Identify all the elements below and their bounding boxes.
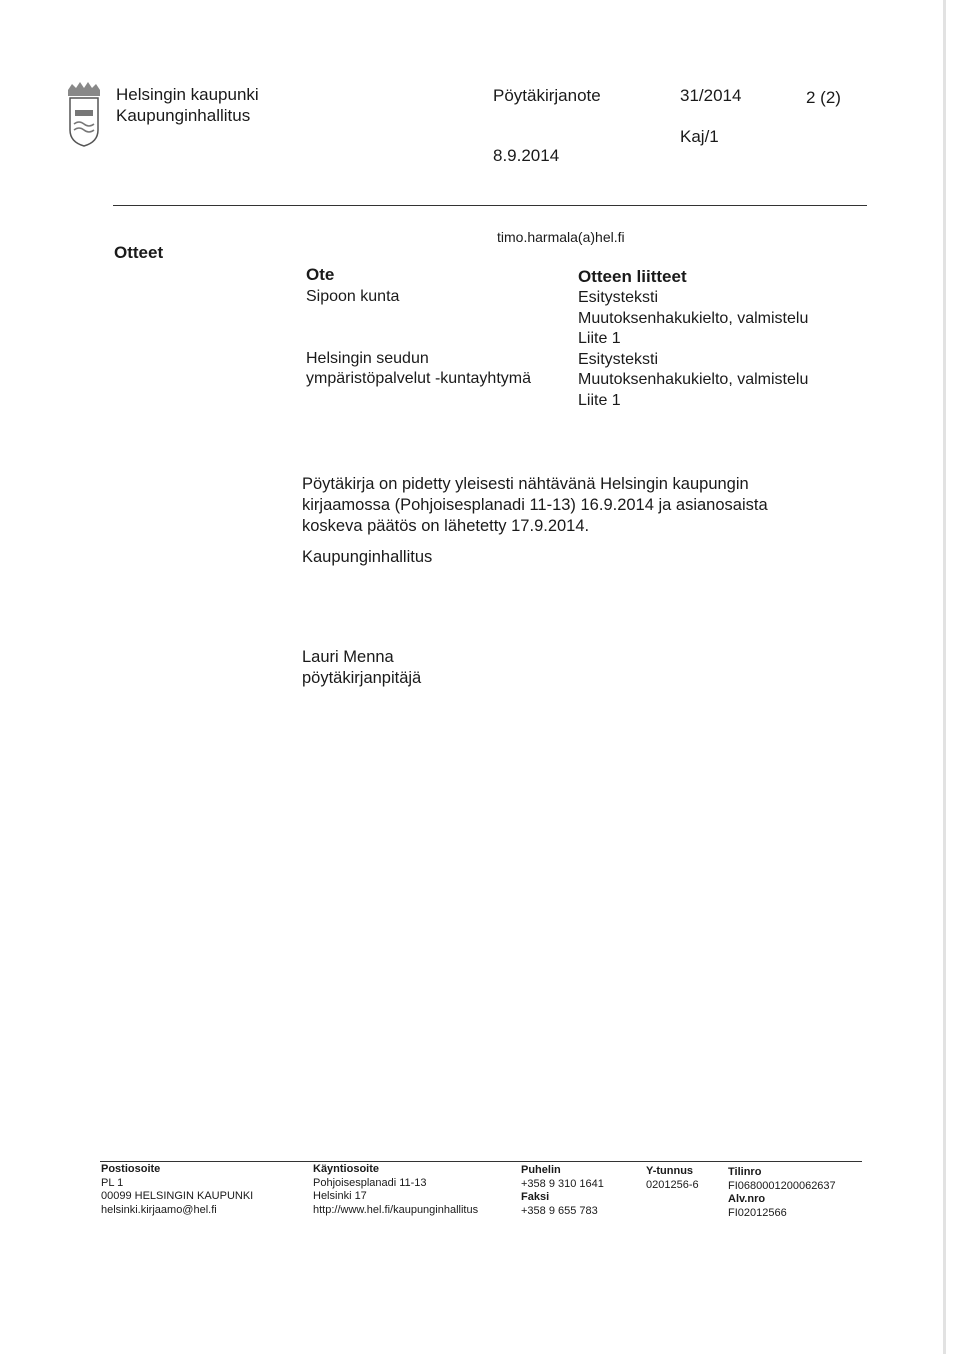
footer-line: Helsinki 17	[313, 1190, 367, 1202]
recipient-line	[306, 308, 531, 329]
notice-paragraph	[302, 474, 768, 537]
footer-heading: Puhelin	[521, 1164, 561, 1176]
footer-line: +358 9 655 783	[521, 1204, 598, 1217]
attachments-list	[578, 288, 808, 411]
recipient-line: Helsingin seudun	[306, 349, 429, 367]
attachments-heading: Otteen liitteet	[578, 267, 687, 286]
footer-heading: Alv.nro	[728, 1193, 766, 1205]
recipient-line	[306, 328, 531, 349]
footer-heading: Käyntiosoite	[313, 1163, 380, 1175]
helsinki-crest-icon	[62, 80, 104, 148]
paragraph-line: Pöytäkirja on pidetty yleisesti nähtävänä Helsingin kaupungin	[302, 475, 749, 493]
recipients-heading: Ote	[306, 265, 335, 284]
paragraph-line: kirjaamossa (Pohjoisesplanadi 11-13) 16.9.2014 ja asianosaista	[302, 496, 768, 514]
footer-line: http://www.hel.fi/kaupunginhallitus	[313, 1203, 479, 1216]
doc-date: 8.9.2014	[493, 146, 560, 165]
signer-title: pöytäkirjanpitäjä	[302, 669, 422, 687]
footer-line: FI02012566	[728, 1206, 787, 1219]
attachment-line: Muutoksenhakukielto, valmistelu	[578, 371, 809, 388]
attachment-line: Esitysteksti	[578, 350, 659, 368]
footer-line: helsinki.kirjaamo@hel.fi	[101, 1203, 217, 1216]
footer-heading: Y-tunnus	[646, 1165, 694, 1177]
recipient-line: ympäristöpalvelut -kuntayhtymä	[306, 370, 531, 387]
signature-block	[302, 647, 421, 689]
footer-account	[728, 1166, 836, 1220]
attachment-line: Muutoksenhakukielto, valmistelu	[578, 309, 809, 327]
footer-phone	[521, 1164, 604, 1218]
footer-heading: Postiosoite	[101, 1163, 161, 1175]
footer-heading: Tilinro	[728, 1166, 762, 1178]
organization	[116, 84, 259, 126]
footer-line: +358 9 310 1641	[521, 1177, 604, 1190]
footer-line: Pohjoisesplanadi 11-13	[313, 1176, 427, 1189]
footer-divider	[100, 1161, 862, 1162]
header-divider	[113, 205, 867, 206]
attachment-line: Liite 1	[578, 391, 621, 409]
signer-name: Lauri Menna	[302, 648, 394, 666]
doc-number: 31/2014	[680, 86, 742, 105]
footer-line: 00099 HELSINGIN KAUPUNKI	[101, 1190, 254, 1202]
org-name: Helsingin kaupunki	[116, 85, 259, 104]
recipient-line: Sipoon kunta	[306, 288, 400, 305]
footer-line: 0201256-6	[646, 1178, 699, 1191]
section-code: Kaj/1	[680, 127, 719, 146]
footer-line: PL 1	[101, 1176, 124, 1189]
attachment-line: Liite 1	[578, 330, 621, 347]
recipients-list	[306, 287, 531, 390]
footer-postal	[101, 1163, 253, 1217]
contact-email: timo.harmala(a)hel.fi	[497, 229, 625, 245]
doc-type: Pöytäkirjanote	[493, 86, 601, 105]
page-number: 2 (2)	[806, 88, 841, 107]
footer-business-id	[646, 1165, 699, 1192]
footer-line: FI0680001200062637	[728, 1179, 836, 1192]
page-edge	[943, 0, 946, 1354]
footer-visit	[313, 1163, 478, 1217]
org-unit: Kaupunginhallitus	[116, 106, 251, 125]
footer-heading: Faksi	[521, 1191, 550, 1203]
attachment-line: Esitysteksti	[578, 289, 659, 306]
council-name: Kaupunginhallitus	[302, 548, 433, 566]
paragraph-line: koskeva päätös on lähetetty 17.9.2014.	[302, 517, 590, 535]
section-label-otteet: Otteet	[114, 243, 164, 262]
